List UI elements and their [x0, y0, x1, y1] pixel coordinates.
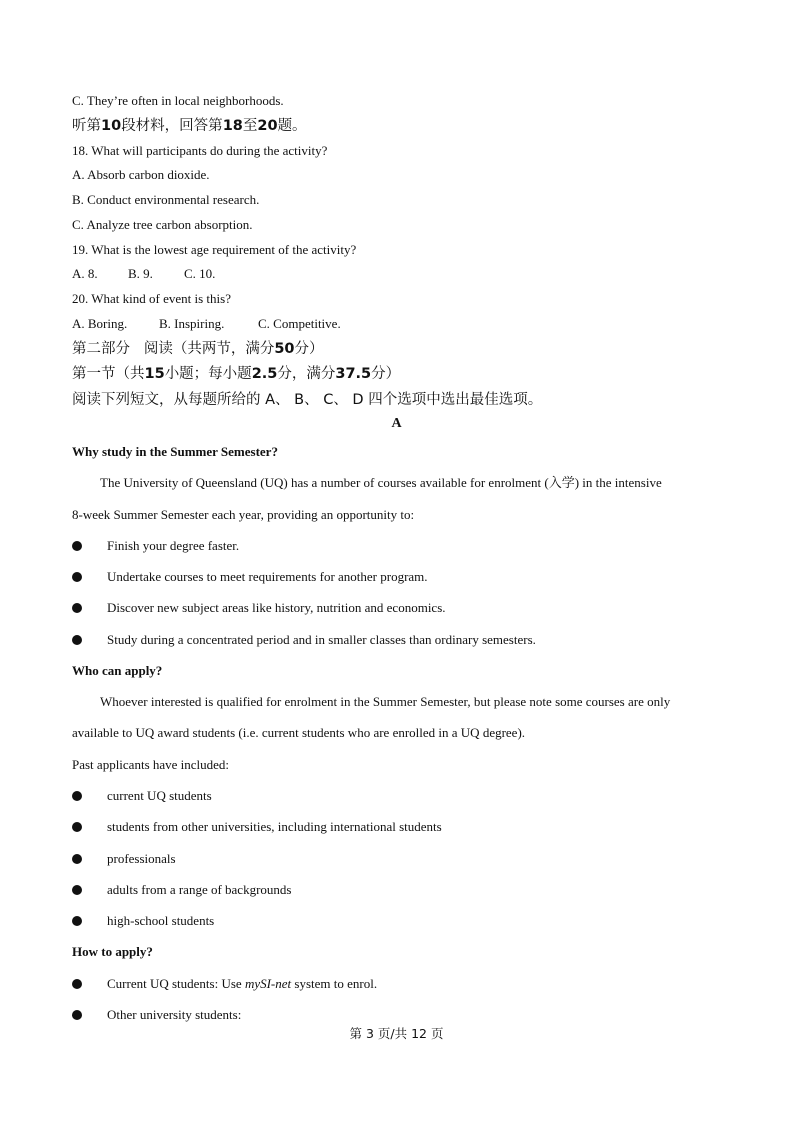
list-item-text: adults from a range of backgrounds [107, 882, 292, 897]
list-item-text: professionals [107, 851, 176, 866]
section-one-count: 15 [144, 366, 165, 382]
part-two-score: 50 [274, 341, 295, 357]
how-1-prefix: Current UQ students: Use [107, 976, 245, 991]
heading-how-to-apply: How to apply? [72, 944, 153, 959]
section-one-a: 第一节（共 [72, 366, 145, 382]
instruction-prefix: 听第 [72, 118, 101, 134]
bullet-icon [72, 885, 82, 895]
page-number: 第 3 页/共 12 页 [349, 1026, 444, 1041]
bullet-icon [72, 603, 82, 613]
intro-line-2: 8-week Summer Semester each year, providing an opportunity to: [72, 507, 415, 522]
list-item-text: current UQ students [107, 788, 212, 803]
q20-options [72, 316, 341, 332]
part-two-label: 第二部分 [72, 341, 130, 357]
instruction-to-word: 至 [242, 118, 258, 134]
q19-option-c: C. 10. [184, 266, 216, 281]
system-name: mySI-net [244, 976, 292, 991]
q20-option-a: A. Boring. [72, 316, 128, 331]
q17-option-c: C. They’re often in local neighborhoods. [72, 93, 284, 108]
q19-option-b: B. 9. [128, 266, 153, 281]
question-20: 20. What kind of event is this? [72, 291, 231, 306]
bullet-icon [72, 635, 82, 645]
intro-line-1: The University of Queensland (UQ) has a number of courses available for enrolment (入学) in the intensive [100, 475, 662, 490]
part-two-desc: 阅读（共两节，满分 [143, 341, 275, 357]
list-item-text: Other university students: [107, 1007, 242, 1022]
question-19: 19. What is the lowest age requirement of the activity? [72, 242, 357, 257]
bullet-icon [72, 1010, 82, 1020]
instruction-mid: 段材料，回答第 [121, 118, 223, 134]
reading-directions: 阅读下列短文，从每题所给的 A、 B、 C、 D 四个选项中选出最佳选项。 [72, 392, 543, 408]
who-line-2: available to UQ award students (i.e. current students who are enrolled in a UQ degree). [72, 725, 526, 740]
heading-who-can-apply: Who can apply? [72, 663, 163, 678]
q18-option-b: B. Conduct environmental research. [72, 192, 260, 207]
list-item-text: students from other universities, including international students [107, 819, 442, 834]
bullet-icon [72, 572, 82, 582]
list-item-text: high-school students [107, 913, 215, 928]
q19-options [72, 266, 215, 282]
q19-option-a: A. 8. [72, 266, 98, 281]
list-item-text [107, 976, 377, 992]
q20-option-b: B. Inspiring. [159, 316, 225, 331]
how-1-suffix: system to enrol. [291, 976, 378, 991]
section-one-d: 分） [371, 366, 401, 382]
section-one-heading [72, 365, 400, 383]
section-one-total: 37.5 [335, 366, 372, 382]
section-one-c: 分，满分 [277, 366, 336, 382]
instruction-suffix: 题。 [277, 118, 307, 134]
bullet-icon [72, 854, 82, 864]
bullet-icon [72, 541, 82, 551]
heading-why-study: Why study in the Summer Semester? [72, 444, 278, 459]
part-two-end: 分） [294, 341, 324, 357]
list-item-text: Undertake courses to meet requirements for another program. [107, 569, 428, 584]
passage-letter: A [391, 416, 402, 431]
q20-option-c: C. Competitive. [258, 316, 341, 331]
instruction-section-number: 10 [101, 118, 122, 134]
q18-option-c: C. Analyze tree carbon absorption. [72, 217, 253, 232]
past-applicants-label: Past applicants have included: [72, 757, 230, 772]
instruction-from: 18 [222, 118, 243, 134]
bullet-icon [72, 791, 82, 801]
bullet-icon [72, 979, 82, 989]
question-18: 18. What will participants do during the activity? [72, 143, 328, 158]
list-item-text: Finish your degree faster. [107, 538, 240, 553]
list-item-text: Discover new subject areas like history, nutrition and economics. [107, 600, 446, 615]
bullet-icon [72, 916, 82, 926]
part-two-heading [72, 340, 324, 358]
bullet-icon [72, 822, 82, 832]
section-one-each: 2.5 [251, 366, 278, 382]
q18-option-a: A. Absorb carbon dioxide. [72, 167, 210, 182]
who-line-1: Whoever interested is qualified for enrolment in the Summer Semester, but please note some courses are only [100, 694, 671, 709]
instruction-to: 20 [257, 118, 278, 134]
section-one-b: 小题；每小题 [164, 366, 252, 382]
listening-instruction-10 [72, 117, 307, 135]
list-item-text: Study during a concentrated period and in smaller classes than ordinary semesters. [107, 632, 536, 647]
